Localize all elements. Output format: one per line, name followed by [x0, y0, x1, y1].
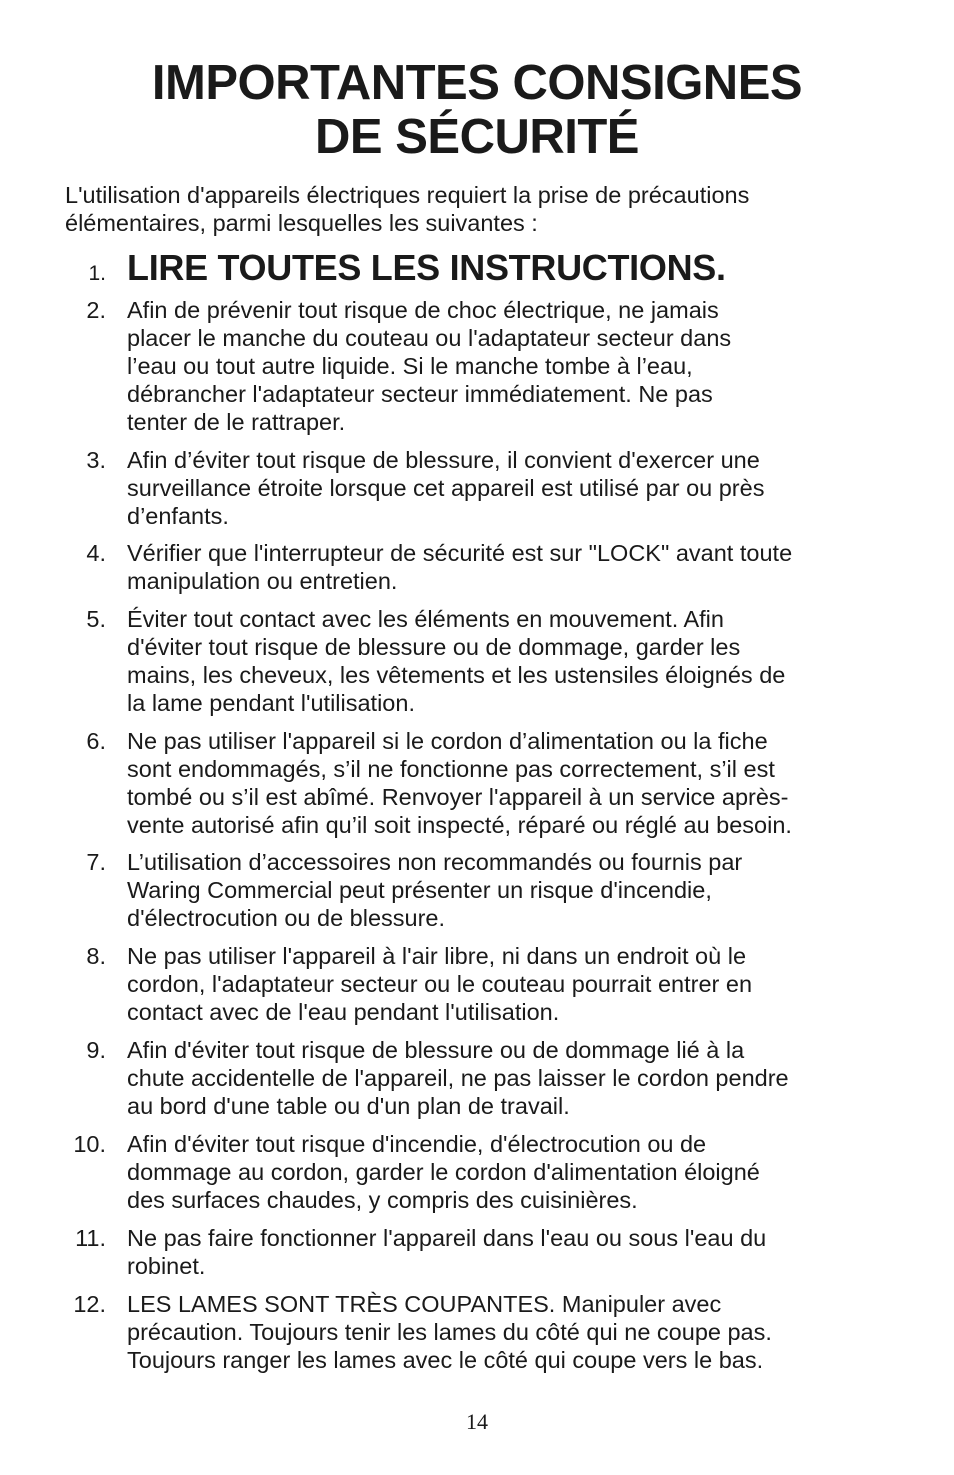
item-line: des surfaces chaudes, y compris des cuisinières.	[127, 1187, 638, 1213]
item-line: tombé ou s’il est abîmé. Renvoyer l'appareil à un service après-	[127, 784, 789, 810]
item-line: chute accidentelle de l'appareil, ne pas laisser le cordon pendre	[127, 1065, 789, 1091]
item-line: au bord d'une table ou d'un plan de travail.	[127, 1093, 570, 1119]
item-line: Afin d'éviter tout risque de blessure ou de dommage lié à la	[127, 1037, 745, 1063]
item-line: Afin de prévenir tout risque de choc électrique, ne jamais	[127, 297, 719, 323]
item-line: manipulation ou entretien.	[127, 568, 398, 594]
item-line: contact avec de l'eau pendant l'utilisation.	[127, 999, 560, 1025]
item-number: 3.	[86, 447, 106, 473]
item-line: sont endommagés, s’il ne fonctionne pas correctement, s’il est	[127, 756, 775, 782]
item-text	[127, 248, 897, 288]
item-line: débrancher l'adaptateur secteur immédiatement. Ne pas	[127, 381, 713, 407]
item-text	[127, 1130, 897, 1214]
item-line: la lame pendant l'utilisation.	[127, 690, 415, 716]
item-text	[127, 727, 897, 839]
item-line: Afin d’éviter tout risque de blessure, il convient d'exercer une	[127, 447, 760, 473]
item-line: Vérifier que l'interrupteur de sécurité est sur "LOCK" avant toute	[127, 540, 793, 566]
item-line: cordon, l'adaptateur secteur ou le couteau pourrait entrer en	[127, 971, 753, 997]
item-number: 12.	[73, 1291, 106, 1317]
item-line: LES LAMES SONT TRÈS COUPANTES. Manipuler avec	[127, 1291, 722, 1317]
item-number: 4.	[86, 540, 106, 566]
page-title	[0, 56, 954, 164]
item-line: d'éviter tout risque de blessure ou de dommage, garder les	[127, 634, 741, 660]
item-text	[127, 1224, 897, 1280]
item-number: 7.	[86, 849, 106, 875]
intro-line: élémentaires, parmi lesquelles les suivantes :	[65, 210, 538, 236]
item-number: 6.	[86, 728, 106, 754]
item-line: d'électrocution ou de blessure.	[127, 905, 446, 931]
item-line: L’utilisation d’accessoires non recommandés ou fournis par	[127, 849, 743, 875]
item-text	[127, 296, 897, 436]
intro-line: L'utilisation d'appareils électriques requiert la prise de précautions	[65, 182, 750, 208]
page-number: 14	[466, 1409, 488, 1434]
item-line: Toujours ranger les lames avec le côté qui coupe vers le bas.	[127, 1347, 764, 1373]
item-line: Afin d'éviter tout risque d'incendie, d'électrocution ou de	[127, 1131, 707, 1157]
item-line: l’eau ou tout autre liquide. Si le manche tombe à l’eau,	[127, 353, 693, 379]
item-number: 5.	[86, 606, 106, 632]
item-text	[127, 539, 897, 595]
item-line: placer le manche du couteau ou l'adaptateur secteur dans	[127, 325, 732, 351]
item-line: dommage au cordon, garder le cordon d'alimentation éloigné	[127, 1159, 760, 1185]
item-line: Ne pas utiliser l'appareil à l'air libre, ni dans un endroit où le	[127, 943, 747, 969]
item-line: vente autorisé afin qu’il soit inspecté, réparé ou réglé au besoin.	[127, 812, 792, 838]
item-text	[127, 942, 897, 1026]
item-line: tenter de le rattraper.	[127, 409, 346, 435]
item-line: mains, les cheveux, les vêtements et les ustensiles éloignés de	[127, 662, 786, 688]
item-line: robinet.	[127, 1253, 206, 1279]
item-number: 8.	[86, 943, 106, 969]
item-text	[127, 848, 897, 932]
item-line: LIRE TOUTES LES INSTRUCTIONS.	[127, 247, 726, 288]
item-number: 1.	[88, 262, 106, 285]
item-line: Ne pas faire fonctionner l'appareil dans l'eau ou sous l'eau du	[127, 1225, 767, 1251]
item-line: Éviter tout contact avec les éléments en mouvement. Afin	[127, 606, 724, 632]
title-line: DE SÉCURITÉ	[315, 110, 639, 164]
item-text	[127, 446, 897, 530]
item-number: 11.	[75, 1225, 106, 1251]
item-line: surveillance étroite lorsque cet appareil est utilisé par ou près	[127, 475, 765, 501]
item-text	[127, 1036, 897, 1120]
item-number: 10.	[73, 1131, 106, 1157]
item-number: 9.	[86, 1037, 106, 1063]
item-text	[127, 605, 897, 717]
item-number: 2.	[86, 297, 106, 323]
item-line: Ne pas utiliser l'appareil si le cordon d’alimentation ou la fiche	[127, 728, 768, 754]
item-line: d’enfants.	[127, 503, 229, 529]
item-line: précaution. Toujours tenir les lames du côté qui ne coupe pas.	[127, 1319, 772, 1345]
intro-paragraph	[65, 181, 905, 237]
item-line: Waring Commercial peut présenter un risque d'incendie,	[127, 877, 712, 903]
item-text	[127, 1290, 897, 1374]
title-line: IMPORTANTES CONSIGNES	[151, 56, 803, 110]
